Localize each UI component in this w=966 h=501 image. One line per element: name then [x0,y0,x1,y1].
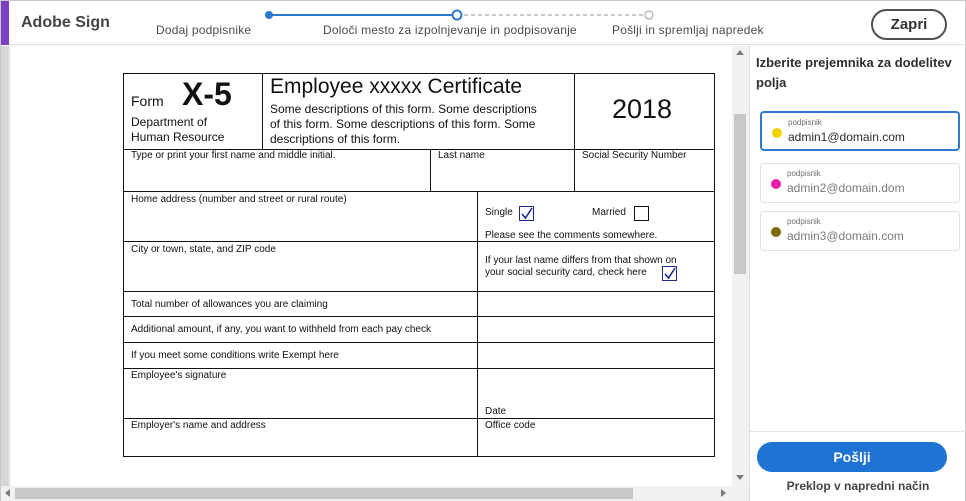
vertical-scroll-thumb[interactable] [734,114,746,274]
recipient-email: admin3@domain.com [787,229,904,243]
employer-address-field[interactable] [124,419,478,456]
top-header [1,1,965,45]
recipient-email: admin2@domain.dom [787,181,905,195]
brand-title: Adobe Sign [21,14,110,31]
city-state-zip-field[interactable] [124,242,478,292]
office-code-label: Office code [485,420,536,431]
department-line2: Human Resource [131,130,225,144]
brand-accent-bar [1,1,9,45]
married-label: Married [592,207,626,218]
checkmark-icon [663,267,677,281]
vertical-scrollbar[interactable] [732,46,748,486]
marital-status-cell [478,192,714,242]
name-differs-checkbox[interactable] [662,266,677,281]
allowances-label: Total number of allowances you are claiming [131,299,328,310]
advanced-mode-link[interactable]: Preklop v napredni način [786,479,930,493]
form-title-cell [263,74,575,150]
step-place-fields[interactable]: Določi mesto za izpolnjevanje in podpisovanje [323,23,577,37]
allowances-field[interactable] [478,292,714,317]
close-button[interactable]: Zapri [871,9,947,40]
exempt-field[interactable] [478,343,714,369]
send-button[interactable]: Pošlji [757,442,947,472]
additional-amount-field[interactable] [478,317,714,343]
employee-signature-field[interactable] [124,369,478,419]
step-1-dot [265,11,273,19]
panel-title: Izberite prejemnika za dodelitev polja [756,55,952,90]
horizontal-scrollbar[interactable] [1,486,732,501]
form-year: 2018 [612,94,673,124]
married-checkbox[interactable] [634,206,649,221]
form-description-1: Some descriptions of this form. Some descriptions [270,102,537,116]
home-address-label: Home address (number and street or rural route) [131,194,347,205]
recipient-item-3[interactable] [760,211,960,251]
signature-label: Employee's signature [131,370,227,381]
recipient-role: podpisnik [788,118,822,127]
recipient-color-dot [772,128,782,138]
recipient-role: podpisnik [787,217,821,226]
date-label: Date [485,406,507,417]
comments-note: Please see the comments somewhere. [485,230,658,241]
step-2-dot [453,11,462,20]
form-word: Form [131,93,164,109]
horizontal-scroll-thumb[interactable] [15,488,633,499]
left-gutter [1,46,9,486]
last-name-label: Last name [438,150,485,161]
additional-amount-label: Additional amount, if any, you want to withheld from each pay check [131,324,431,335]
allowances-row [124,292,478,317]
single-checkbox[interactable] [519,206,534,221]
form-title: Employee xxxxx Certificate [270,75,523,98]
form-id-cell [124,74,263,150]
first-name-field[interactable] [124,150,431,192]
first-name-label: Type or print your first name and middle initial. [131,150,336,161]
city-label: City or town, state, and ZIP code [131,244,276,255]
form-description-3: descriptions of this form. [270,132,401,146]
form-number: X-5 [182,76,232,112]
exempt-label: If you meet some conditions write Exempt here [131,350,339,361]
single-label: Single [485,207,513,218]
exempt-row [124,343,478,369]
scroll-left-arrow-icon[interactable] [5,489,10,497]
date-field[interactable] [478,369,714,419]
step-add-signers[interactable]: Dodaj podpisnike [156,23,252,37]
recipient-panel [749,46,965,501]
form-x5 [123,73,715,457]
ssn-field[interactable] [575,150,714,192]
scroll-up-arrow-icon[interactable] [736,50,744,55]
form-year-cell [575,74,714,150]
recipient-item-2[interactable] [760,163,960,203]
office-code-field[interactable] [478,419,714,456]
name-differs-line1: If your last name differs from that shown on [485,255,677,266]
step-3-dot [645,11,653,19]
recipient-color-dot [771,179,781,189]
home-address-field[interactable] [124,192,478,242]
recipient-email: admin1@domain.com [788,130,905,144]
scroll-right-arrow-icon[interactable] [721,489,726,497]
checkmark-icon [520,207,534,221]
recipient-item-1[interactable] [760,111,960,151]
recipient-color-dot [771,227,781,237]
employer-label: Employer's name and address [131,420,266,431]
name-differs-cell [478,242,714,292]
name-differs-line2: your social security card, check here [485,267,647,278]
recipient-role: podpisnik [787,169,821,178]
last-name-field[interactable] [431,150,575,192]
panel-divider [750,431,966,432]
step-send-track[interactable]: Pošlji in spremljaj napredek [612,23,764,37]
form-description-2: of this form. Some descriptions of this form. Some [270,117,536,131]
ssn-label: Social Security Number [582,150,687,161]
scroll-down-arrow-icon[interactable] [736,475,744,480]
department-line1: Department of [131,115,208,129]
progress-stepper [263,8,655,22]
additional-amount-row [124,317,478,343]
